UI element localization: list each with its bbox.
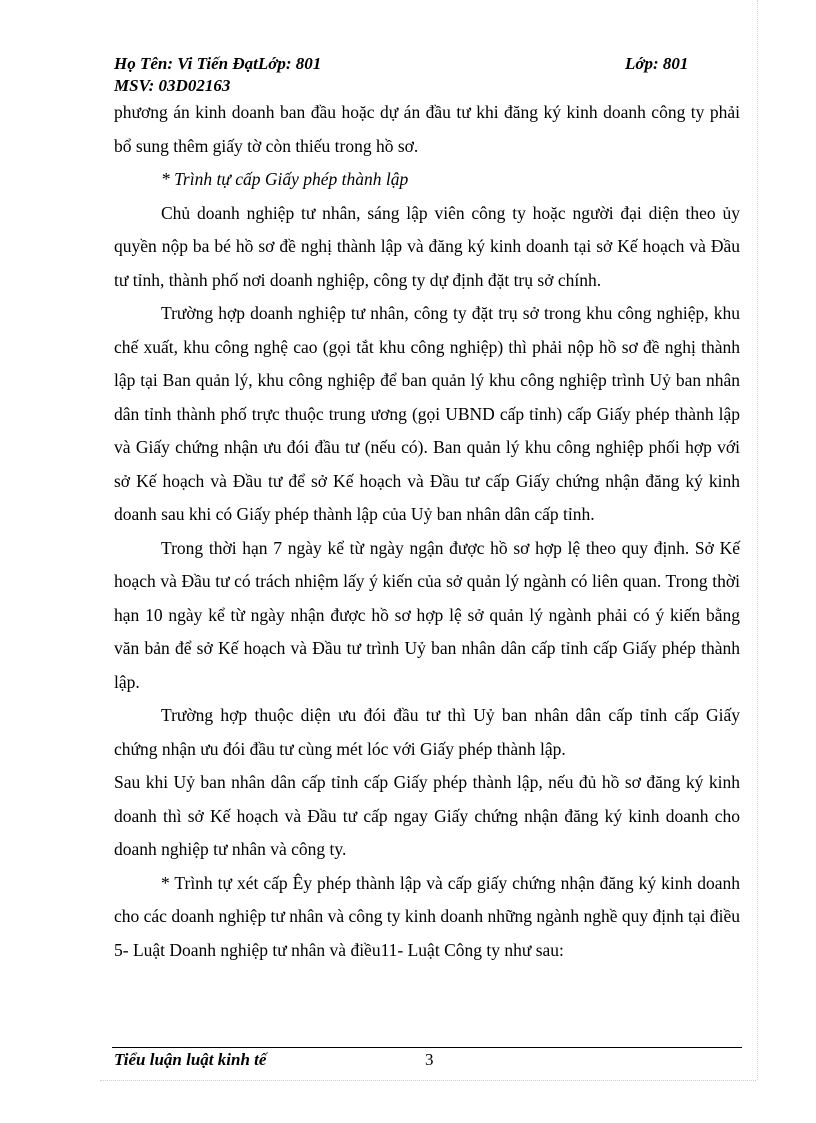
page-edge-dotted-line [757, 0, 758, 1080]
paragraph: Trường hợp doanh nghiệp tư nhân, công ty đặt trụ sở trong khu công nghiệp, khu chế xuất, khu công nghệ cao (gọi tắt khu công nghiệp) thì phải nộp hồ sơ đề nghị thành lập tại Ban quản lý, khu công nghiệp để ban quản lý khu công nghiệp trình Uỷ ban nhân dân tỉnh thành phố trực thuộc trung ương (gọi UBND cấp tỉnh) cấp Giấy phép thành lập và Giấy chứng nhận ưu đói đầu tư (nếu có). Ban quản lý khu công nghiệp phối hợp với sở Kế hoạch và Đầu tư để sở Kế hoạch và Đầu tư cấp Giấy chứng nhận đăng ký kinh doanh sau khi có Giấy phép thành lập của Uỷ ban nhân dân cấp tỉnh. [114, 303, 740, 524]
header-student-id: MSV: 03D02163 [114, 76, 231, 95]
paragraph: Trong thời hạn 7 ngày kể từ ngày ngận được hồ sơ hợp lệ theo quy định. Sở Kế hoạch và Đầu tư có trách nhiệm lấy ý kiến của sở quản lý ngành có liên quan. Trong thời hạn 10 ngày kể từ ngày nhận được hồ sơ hợp lệ sở quản lý ngành phải có ý kiến bằng văn bản để sở Kế hoạch và Đầu tư trình Uỷ ban nhân dân cấp tỉnh cấp Giấy phép thành lập. [114, 537, 740, 692]
paragraph: phương án kinh doanh ban đầu hoặc dự án đầu tư khi đăng ký kinh doanh công ty phải bổ sung thêm giấy tờ còn thiếu trong hồ sơ. [114, 102, 740, 156]
footer-rule [112, 1047, 742, 1048]
paragraph: Chủ doanh nghiệp tư nhân, sáng lập viên công ty hoặc người đại diện theo ủy quyền nộp ba bé hồ sơ đề nghị thành lập và đăng ký kinh doanh tại sở Kế hoạch và Đầu tư tỉnh, thành phố nơi doanh nghiệp, công ty dự định đặt trụ sở chính. [114, 202, 740, 290]
paragraph: * Trình tự xét cấp Êy phép thành lập và cấp giấy chứng nhận đăng ký kinh doanh cho các doanh nghiệp tư nhân và công ty kinh doanh những ngành nghề quy định tại điều 5- Luật Doanh nghiệp tư nhân và điều11- Luật Công ty như sau: [114, 872, 740, 960]
footer-title: Tiểu luận luật kinh tế [114, 1050, 267, 1069]
paragraph: Sau khi Uỷ ban nhân dân cấp tỉnh cấp Giấy phép thành lập, nếu đủ hồ sơ đăng ký kinh doanh thì sở Kế hoạch và Đầu tư cấp ngay Giấy chứng nhận đăng ký kinh doanh cho doanh nghiệp tư nhân và công ty. [114, 772, 740, 859]
page-number: 3 [425, 1050, 434, 1069]
header-name: Họ Tên: Vi Tiến ĐạtLớp: 801 [114, 54, 322, 73]
paragraph: Trường hợp thuộc diện ưu đói đầu tư thì Uỷ ban nhân dân cấp tỉnh cấp Giấy chứng nhận ưu đói đầu tư cùng mét lóc với Giấy phép thành lập. [114, 705, 740, 759]
header-class: Lớp: 801 [625, 54, 689, 73]
page-bottom-dotted-line [100, 1080, 756, 1081]
body-text [114, 96, 740, 967]
section-heading: * Trình tự cấp Giấy phép thành lập [161, 169, 409, 189]
